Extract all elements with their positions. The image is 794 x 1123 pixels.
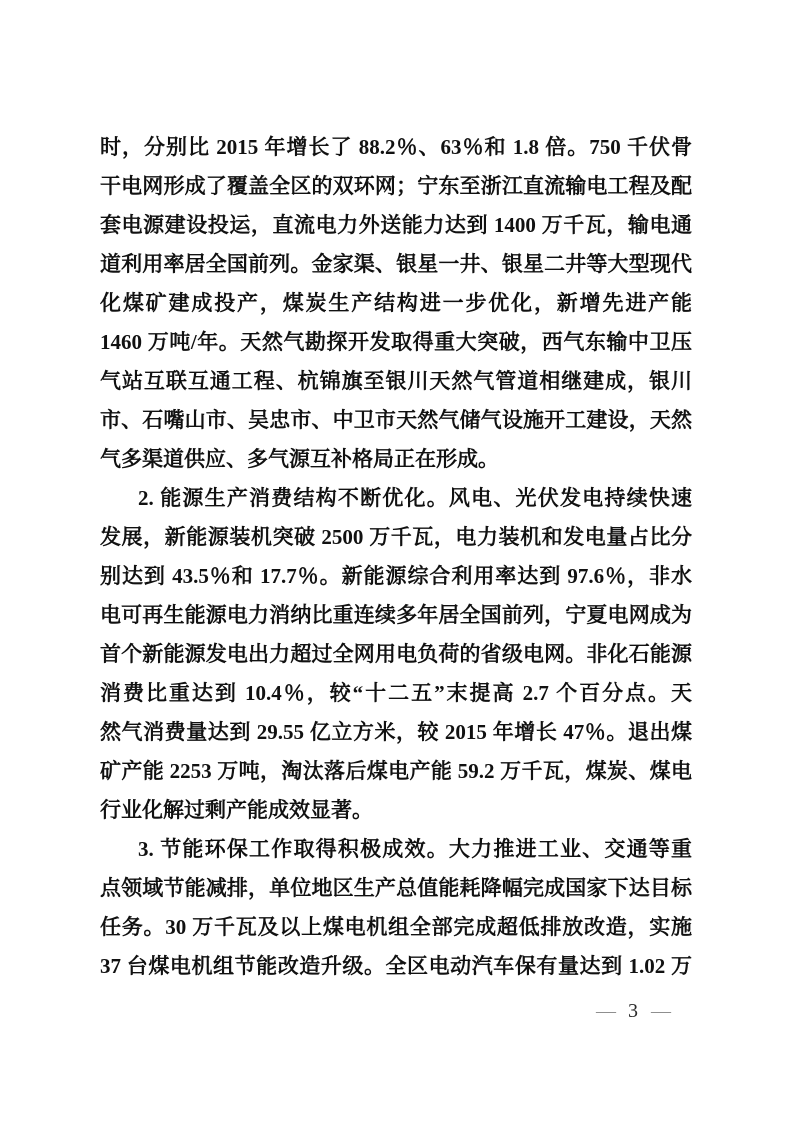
text-line: 消费比重达到 10.4％，较“十二五”末提高 2.7 个百分点。天 [100,681,692,705]
text-line: 干电网形成了覆盖全区的双环网；宁东至浙江直流输电工程及配 [100,174,692,198]
text-line-paragraph-end: 行业化解过剩产能成效显著。 [100,798,373,822]
text-line: 首个新能源发电出力超过全网用电负荷的省级电网。非化石能源 [100,642,692,666]
text-line-paragraph-start: 2. 能源生产消费结构不断优化。风电、光伏发电持续快速 [138,486,692,510]
text-line: 任务。30 万千瓦及以上煤电机组全部完成超低排放改造，实施 [100,915,692,939]
footer-dash-left: — [596,1000,615,1022]
text-line: 37 台煤电机组节能改造升级。全区电动汽车保有量达到 1.02 万 [100,954,692,978]
text-line: 套电源建设投运，直流电力外送能力达到 1400 万千瓦，输电通 [100,213,692,237]
page-number: 3 [628,1000,638,1022]
text-line-paragraph-end: 气多渠道供应、多气源互补格局正在形成。 [100,447,499,471]
text-line: 点领域节能减排，单位地区生产总值能耗降幅完成国家下达目标 [100,876,692,900]
text-line: 别达到 43.5％和 17.7％。新能源综合利用率达到 97.6％，非水 [100,564,692,588]
footer-dash-right: — [651,1000,670,1022]
text-line: 矿产能 2253 万吨，淘汰落后煤电产能 59.2 万千瓦，煤炭、煤电 [100,759,692,783]
body-text [100,128,692,986]
text-line: 市、石嘴山市、吴忠市、中卫市天然气储气设施开工建设，天然 [100,408,692,432]
text-line: 时，分别比 2015 年增长了 88.2％、63％和 1.8 倍。750 千伏骨 [100,135,692,159]
text-line: 发展，新能源装机突破 2500 万千瓦，电力装机和发电量占比分 [100,525,692,549]
text-line: 电可再生能源电力消纳比重连续多年居全国前列，宁夏电网成为 [100,603,692,627]
text-line: 化煤矿建成投产，煤炭生产结构进一步优化，新增先进产能 [100,291,692,315]
page-footer [596,1000,670,1022]
text-line: 道利用率居全国前列。金家渠、银星一井、银星二井等大型现代 [100,252,692,276]
text-line: 气站互联互通工程、杭锦旗至银川天然气管道相继建成，银川 [100,369,692,393]
text-line-paragraph-start: 3. 节能环保工作取得积极成效。大力推进工业、交通等重 [138,837,692,861]
text-line: 然气消费量达到 29.55 亿立方米，较 2015 年增长 47％。退出煤 [100,720,692,744]
text-line: 1460 万吨/年。天然气勘探开发取得重大突破，西气东输中卫压 [100,330,692,354]
